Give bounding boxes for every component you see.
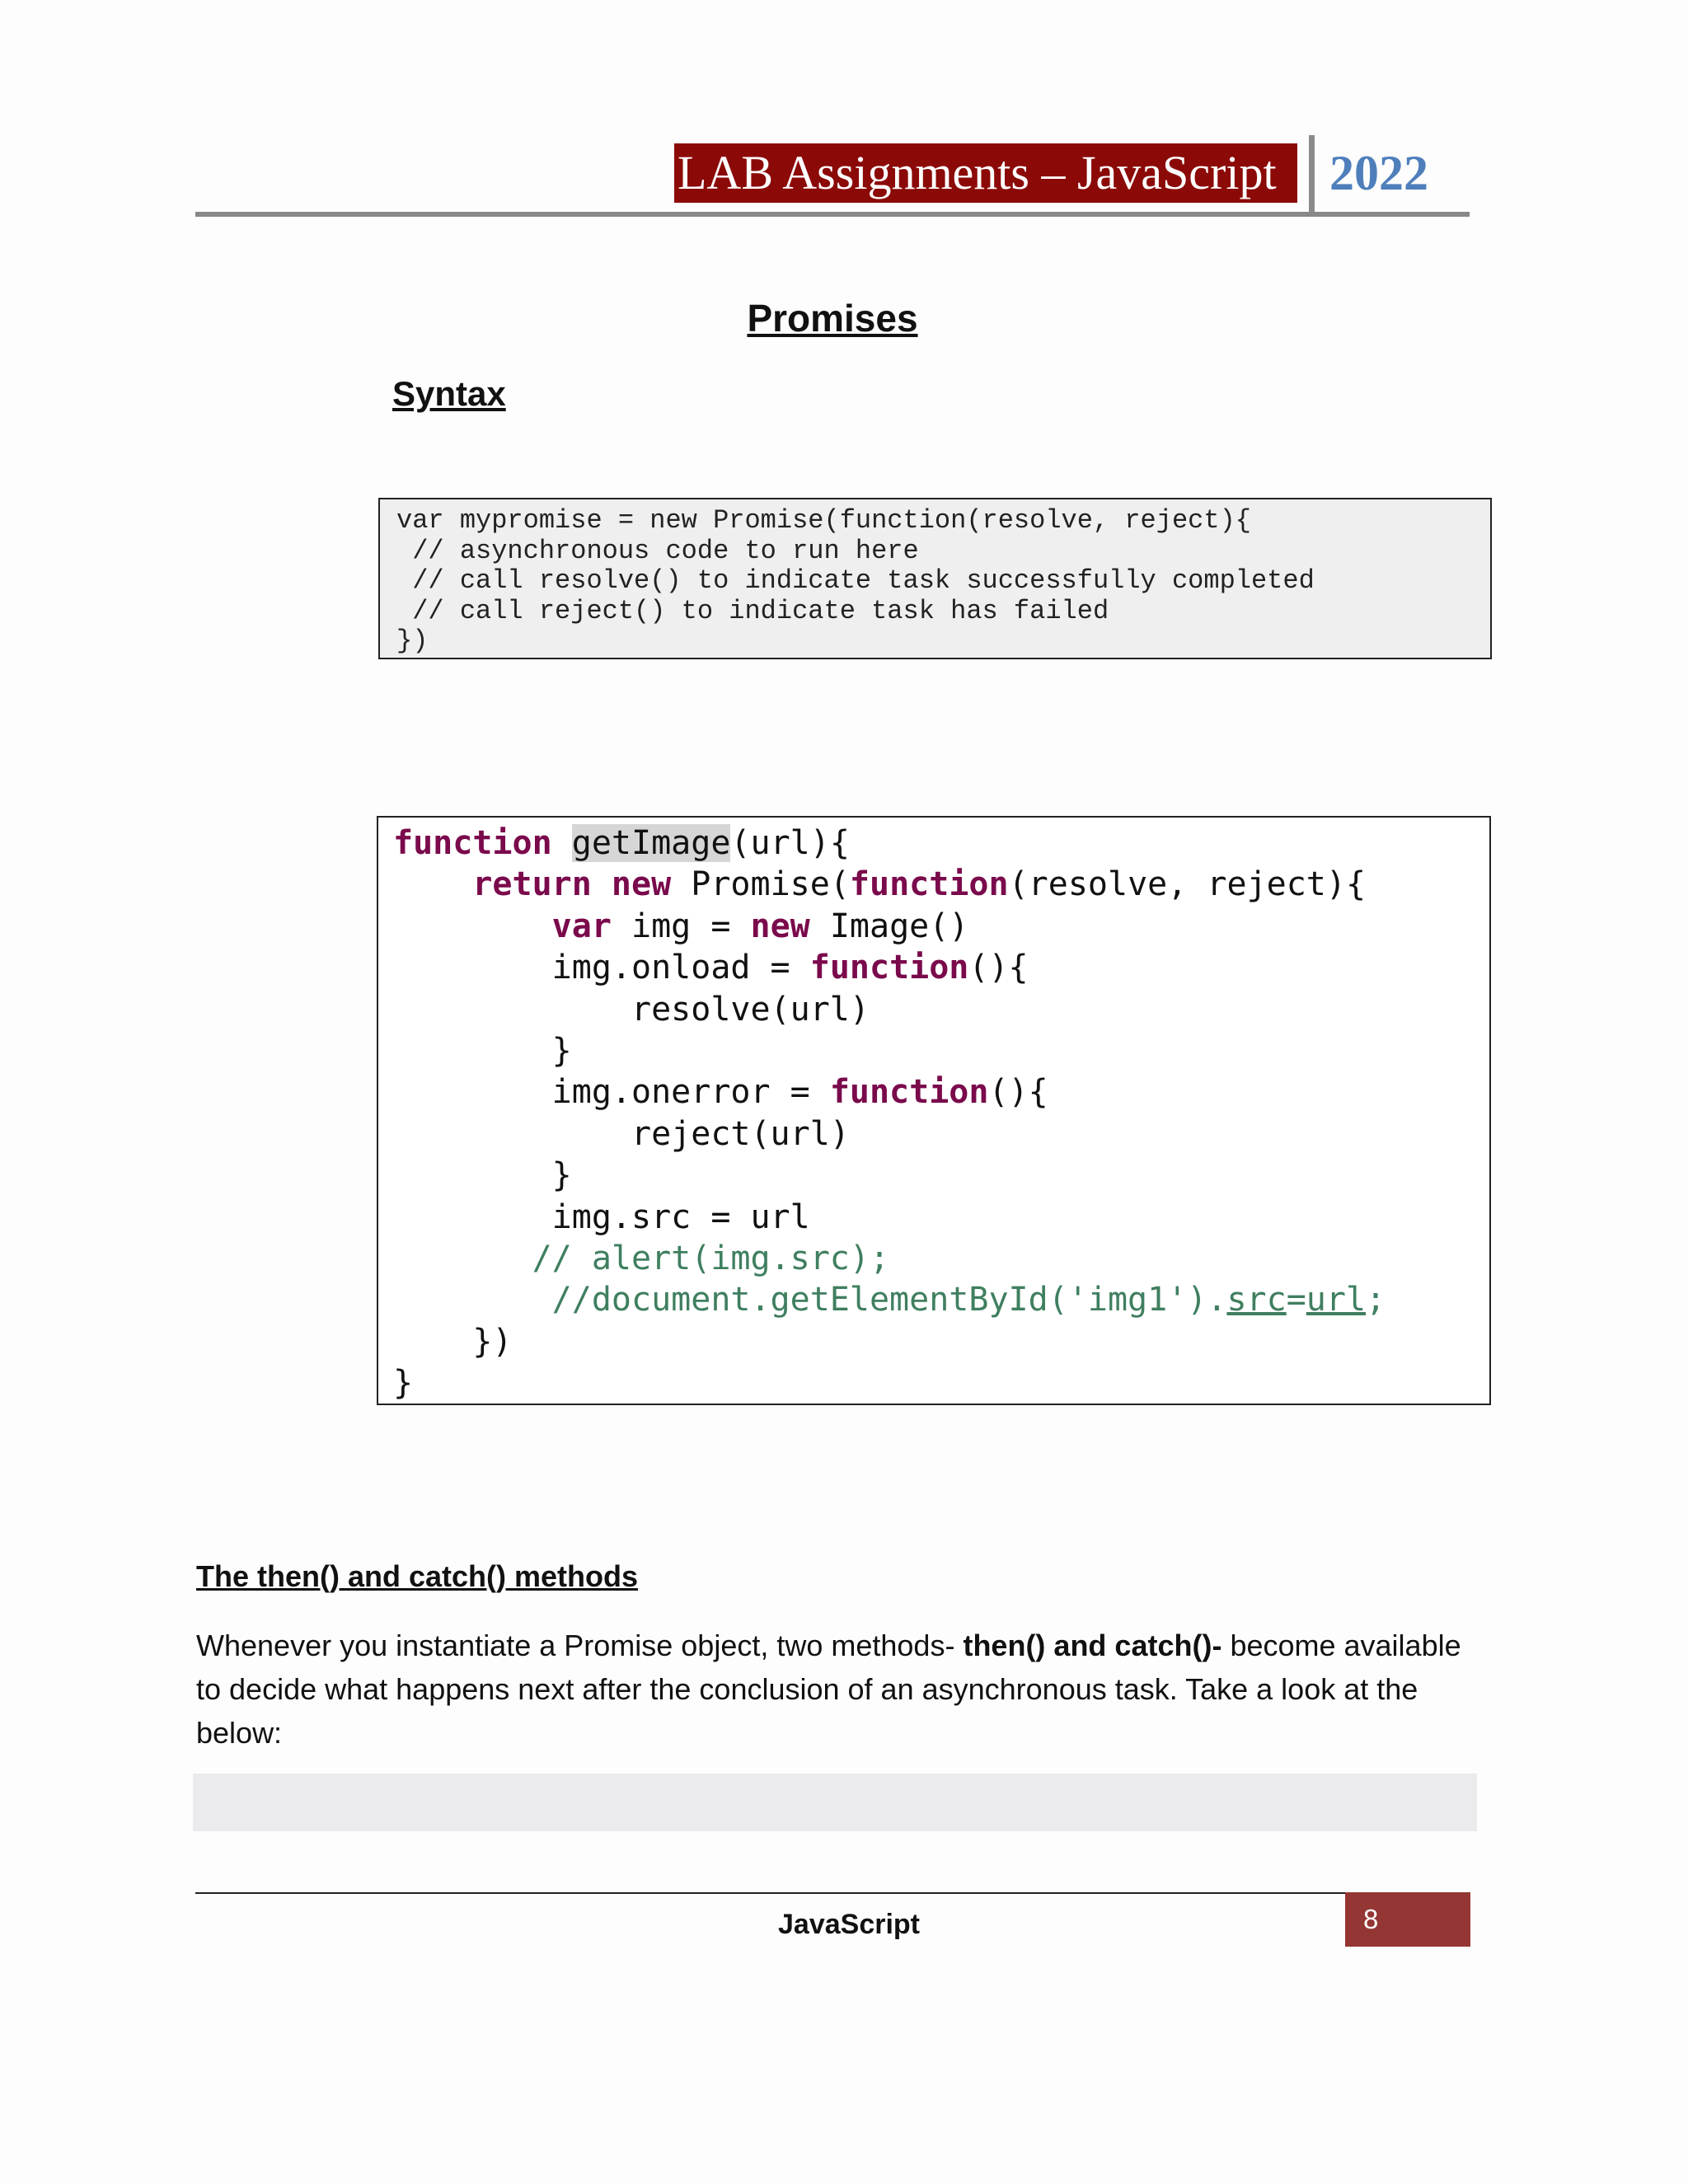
code-line xyxy=(393,1321,1489,1362)
code-line xyxy=(393,1197,1489,1238)
code-comment: // alert(img.src); xyxy=(532,1240,890,1278)
keyword: function xyxy=(829,1073,989,1112)
code-text: (url){ xyxy=(730,824,850,862)
header-separator xyxy=(1309,135,1315,213)
code-line xyxy=(393,989,1489,1030)
code-line xyxy=(393,823,1489,864)
keyword: function xyxy=(849,865,1009,904)
code-text: reject(url) xyxy=(631,1114,850,1153)
code-text: resolve(url) xyxy=(631,990,870,1029)
section-title: Promises xyxy=(747,297,918,340)
keyword: return xyxy=(472,865,592,904)
code-line: // call resolve() to indicate task successfully completed xyxy=(396,565,1315,596)
code-line: // asynchronous code to run here xyxy=(396,535,919,566)
code-text: (){ xyxy=(988,1073,1048,1112)
code-line xyxy=(393,1279,1489,1320)
paragraph-text: become available to decide what happens next after the conclusion of an asynchronous task. Take a look at the below: xyxy=(196,1629,1461,1750)
code-text: img.onerror = xyxy=(551,1073,830,1112)
header-rule xyxy=(195,212,1470,217)
code-text: Promise( xyxy=(671,865,850,904)
code-line xyxy=(393,864,1489,905)
code-text: } xyxy=(551,1156,572,1195)
code-line: var mypromise = new Promise(function(resolve, reject){ xyxy=(396,505,1251,536)
paragraph-text: Whenever you instantiate a Promise object, two methods- xyxy=(196,1629,964,1662)
then-catch-paragraph xyxy=(196,1624,1482,1755)
code-comment: ; xyxy=(1366,1281,1386,1319)
keyword: new xyxy=(611,865,672,904)
then-catch-heading: The then() and catch() methods xyxy=(196,1559,639,1593)
syntax-heading: Syntax xyxy=(392,374,506,413)
code-line xyxy=(393,1362,1489,1404)
code-text: img.onload = xyxy=(551,949,810,987)
code-line xyxy=(393,1071,1489,1113)
code-line xyxy=(393,1113,1489,1155)
keyword: new xyxy=(750,907,810,945)
code-text: }) xyxy=(472,1322,513,1361)
code-text: (){ xyxy=(968,949,1029,987)
keyword: function xyxy=(393,824,552,862)
code-comment: src xyxy=(1226,1281,1287,1319)
page-number: 8 xyxy=(1345,1892,1470,1947)
keyword: var xyxy=(551,907,612,945)
footer-title: JavaScript xyxy=(778,1909,920,1940)
footer-rule xyxy=(195,1892,1346,1894)
code-line xyxy=(393,1030,1489,1071)
header-year: 2022 xyxy=(1329,146,1428,200)
code-comment: //document.getElementById('img1'). xyxy=(551,1281,1227,1319)
syntax-code-block xyxy=(378,498,1492,659)
code-text: Image() xyxy=(809,907,969,945)
paragraph-bold-text: then() and catch()- xyxy=(963,1629,1222,1662)
code-text: img.src = url xyxy=(551,1197,810,1236)
example-code-block xyxy=(377,816,1491,1405)
code-comment: = xyxy=(1286,1281,1306,1319)
code-line xyxy=(393,947,1489,988)
keyword: function xyxy=(809,949,969,987)
code-line: }) xyxy=(396,626,429,656)
code-text: } xyxy=(393,1364,414,1403)
code-line xyxy=(393,1238,1489,1279)
code-line: // call reject() to indicate task has failed xyxy=(396,595,1109,626)
function-name: getImage xyxy=(571,824,731,862)
code-comment: url xyxy=(1306,1281,1367,1319)
code-block-start xyxy=(193,1774,1477,1831)
code-line xyxy=(393,1155,1489,1196)
code-line xyxy=(393,906,1489,947)
code-text: (resolve, reject){ xyxy=(1008,865,1367,904)
code-text: img = xyxy=(611,907,751,945)
header-title: LAB Assignments – JavaScript xyxy=(674,143,1297,203)
code-text: } xyxy=(551,1032,572,1071)
